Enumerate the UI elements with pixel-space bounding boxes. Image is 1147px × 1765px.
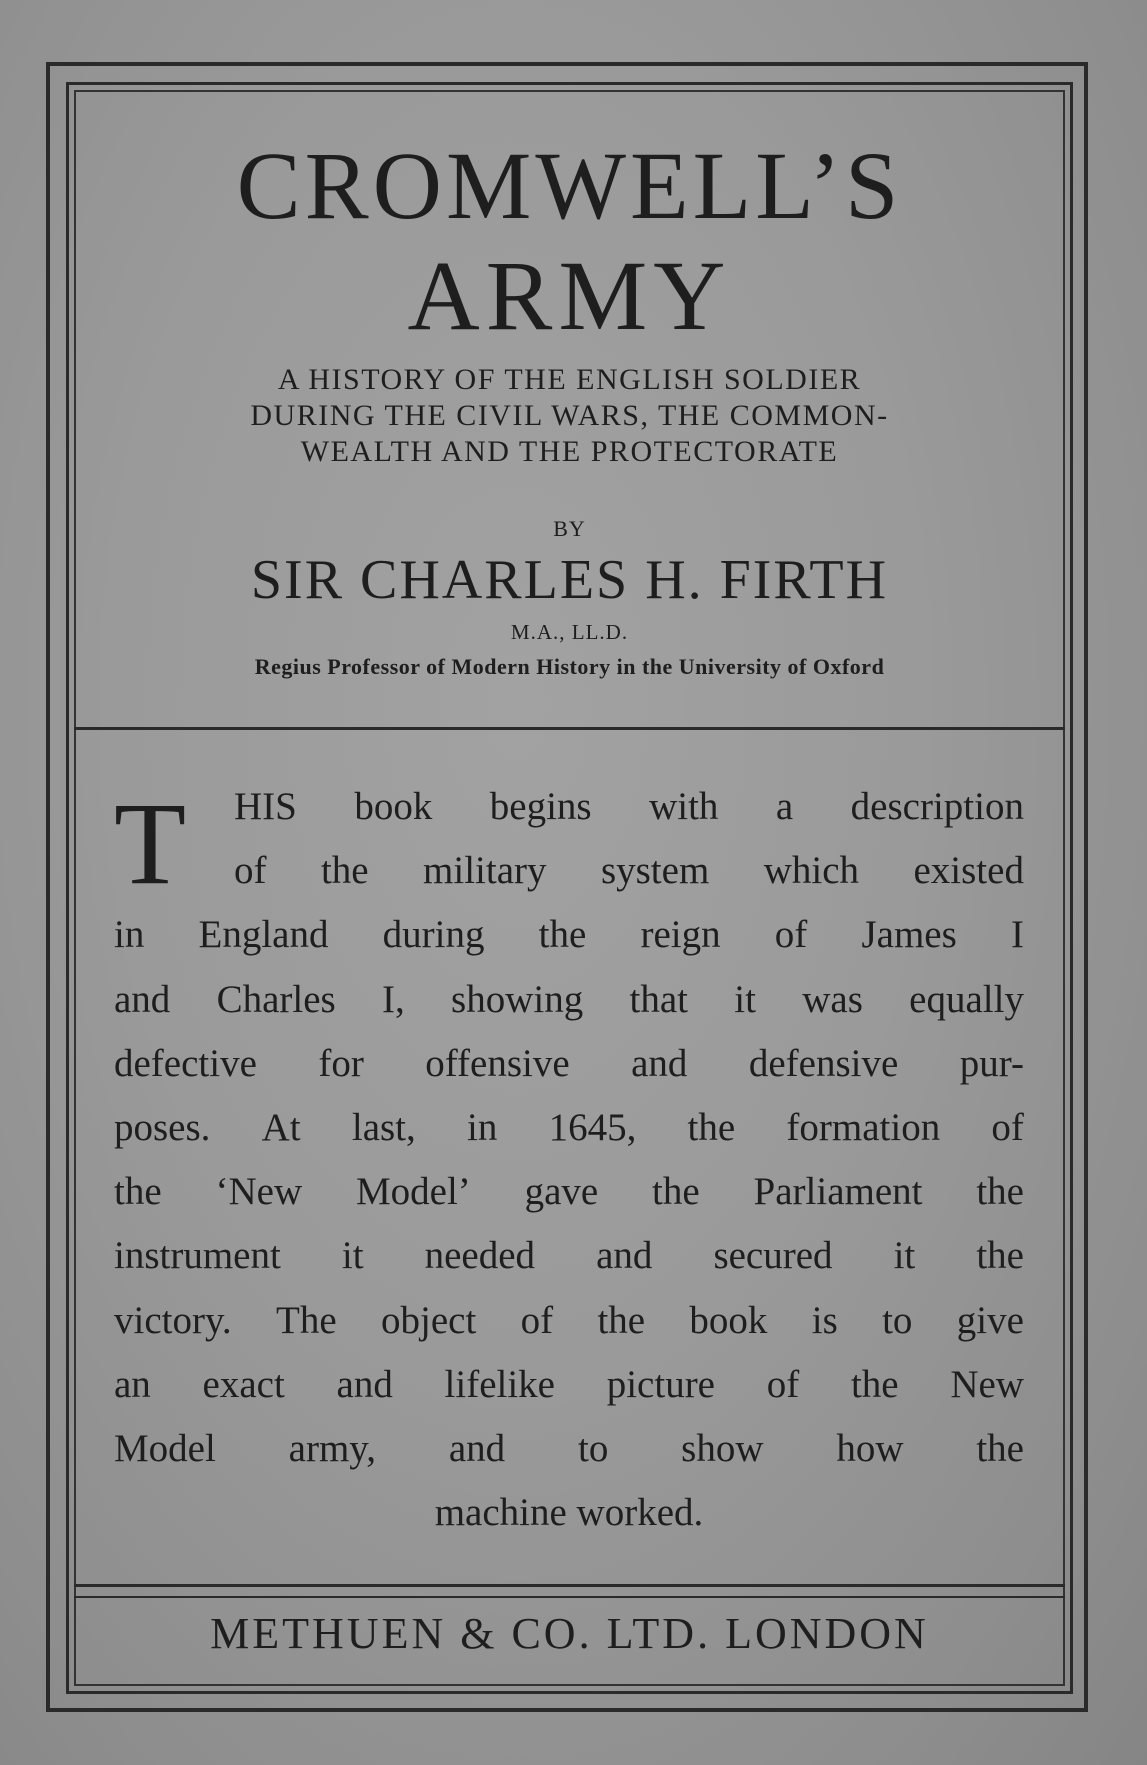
blurb-word: the <box>976 1234 1024 1278</box>
blurb-word: during <box>382 913 485 957</box>
blurb-word: Parliament <box>753 1170 923 1214</box>
blurb-word: gave <box>524 1170 599 1214</box>
blurb-word: which <box>763 849 860 893</box>
blurb-word: in <box>114 913 145 957</box>
blurb-word: an <box>114 1362 151 1406</box>
blurb-word: the <box>597 1298 646 1342</box>
blurb-word: ‘New <box>215 1170 303 1214</box>
blurb-line <box>114 1032 1024 1096</box>
blurb-word: needed <box>424 1234 536 1278</box>
blurb-word: military <box>423 849 547 893</box>
blurb-word: it <box>341 1234 364 1278</box>
blurb-word: 1645, <box>548 1106 637 1150</box>
blurb-word: lifelike <box>444 1362 555 1406</box>
blurb-word: and <box>114 977 171 1021</box>
blurb-word: At <box>261 1106 301 1150</box>
blurb-word: showing <box>451 977 584 1021</box>
blurb-line <box>114 1289 1024 1353</box>
blurb-word: of <box>520 1298 554 1342</box>
blurb-word: New <box>950 1362 1024 1406</box>
blurb-word: defensive <box>748 1041 899 1085</box>
blurb-word: equally <box>909 977 1024 1021</box>
blurb-word: Charles <box>216 977 336 1021</box>
blurb-word: a <box>775 785 794 828</box>
blurb-word: in <box>467 1106 498 1150</box>
blurb-word: I, <box>382 977 405 1021</box>
blurb-word: system <box>600 849 710 893</box>
blurb-word: the <box>652 1170 700 1214</box>
blurb-word: the <box>538 913 587 957</box>
blurb-word: victory. <box>114 1298 232 1342</box>
blurb-word: was <box>802 977 863 1021</box>
blurb-line <box>114 903 1024 967</box>
blurb-word: to <box>577 1427 609 1471</box>
blurb-word: of <box>766 1362 800 1406</box>
blurb-text <box>114 775 1024 1545</box>
blurb-word: begins <box>489 785 592 828</box>
blurb-word: existed <box>913 849 1024 893</box>
blurb-word: last, <box>351 1106 416 1150</box>
section-divider <box>74 1596 1065 1598</box>
blurb-word: it <box>734 977 756 1021</box>
by-label: BY <box>553 516 586 541</box>
blurb-word: formation <box>786 1106 941 1150</box>
blurb-line <box>114 1160 1024 1224</box>
publisher-imprint: METHUEN & CO. LTD. LONDON <box>210 1609 929 1658</box>
author-affiliation: Regius Professor of Modern History in the University of Oxford <box>254 654 885 679</box>
blurb-word: the <box>850 1362 899 1406</box>
blurb-line: machine worked. <box>434 1491 704 1535</box>
blurb-word: secured <box>713 1234 833 1278</box>
subtitle-line: DURING THE CIVIL WARS, THE COMMON- <box>250 399 889 432</box>
blurb-line <box>114 1096 1024 1160</box>
blurb-word: The <box>276 1298 337 1342</box>
blurb-word: and <box>336 1362 393 1406</box>
blurb-line <box>114 1353 1024 1417</box>
blurb-word: and <box>596 1234 653 1278</box>
title-line-1: CROMWELL’S <box>236 132 903 239</box>
blurb-word: and <box>631 1041 688 1085</box>
blurb-word: for <box>318 1041 364 1085</box>
blurb-word: of <box>774 913 808 957</box>
blurb-word: James <box>861 913 957 957</box>
blurb-line <box>114 839 1024 903</box>
drop-cap: T <box>114 778 187 909</box>
blurb-word: description <box>850 785 1024 828</box>
blurb-word: Model <box>114 1427 216 1471</box>
blurb-line <box>114 968 1024 1032</box>
blurb-word: of <box>234 849 267 893</box>
blurb-word: book <box>354 785 433 828</box>
blurb-word: offensive <box>425 1041 570 1085</box>
blurb-word: the <box>976 1170 1024 1214</box>
author-name: SIR CHARLES H. FIRTH <box>250 549 889 611</box>
blurb-word: how <box>836 1427 904 1471</box>
blurb-word: the <box>320 849 369 893</box>
blurb-word: and <box>448 1427 506 1471</box>
blurb-word: give <box>956 1298 1024 1342</box>
blurb-word: it <box>893 1234 916 1278</box>
blurb-word: I <box>1010 913 1024 957</box>
blurb-word: the <box>976 1427 1024 1471</box>
blurb-line <box>114 775 1024 839</box>
blurb-word: of <box>991 1106 1024 1150</box>
author-degrees: M.A., LL.D. <box>510 620 629 644</box>
blurb-word: defective <box>114 1041 257 1085</box>
blurb-word: England <box>198 913 329 957</box>
blurb-word: instrument <box>114 1234 281 1278</box>
blurb-word: army, <box>288 1427 377 1471</box>
blurb-word: the <box>687 1106 736 1150</box>
blurb-word: object <box>380 1298 477 1342</box>
subtitle-line: A HISTORY OF THE ENGLISH SOLDIER <box>277 363 862 396</box>
blurb-line <box>114 1224 1024 1288</box>
subtitle-line: WEALTH AND THE PROTECTORATE <box>300 435 839 468</box>
subtitle <box>74 362 1065 470</box>
section-divider <box>74 1584 1065 1587</box>
blurb-word: is <box>811 1298 838 1342</box>
blurb-word: that <box>629 977 688 1021</box>
blurb-word: pur- <box>959 1041 1024 1085</box>
blurb-word: the <box>114 1170 162 1214</box>
blurb-word: with <box>649 785 719 828</box>
blurb-word: reign <box>640 913 721 957</box>
section-divider <box>74 727 1065 730</box>
blurb-word: poses. <box>114 1106 211 1150</box>
blurb-word: picture <box>606 1362 715 1406</box>
blurb-word: show <box>681 1427 764 1471</box>
blurb-word: exact <box>202 1362 285 1406</box>
blurb-word: HIS <box>234 785 297 828</box>
blurb-word: to <box>882 1298 913 1342</box>
blurb-line <box>114 1417 1024 1481</box>
blurb-word: Model’ <box>355 1170 471 1214</box>
blurb-word: book <box>689 1298 768 1342</box>
title-line-2: ARMY <box>407 240 732 351</box>
